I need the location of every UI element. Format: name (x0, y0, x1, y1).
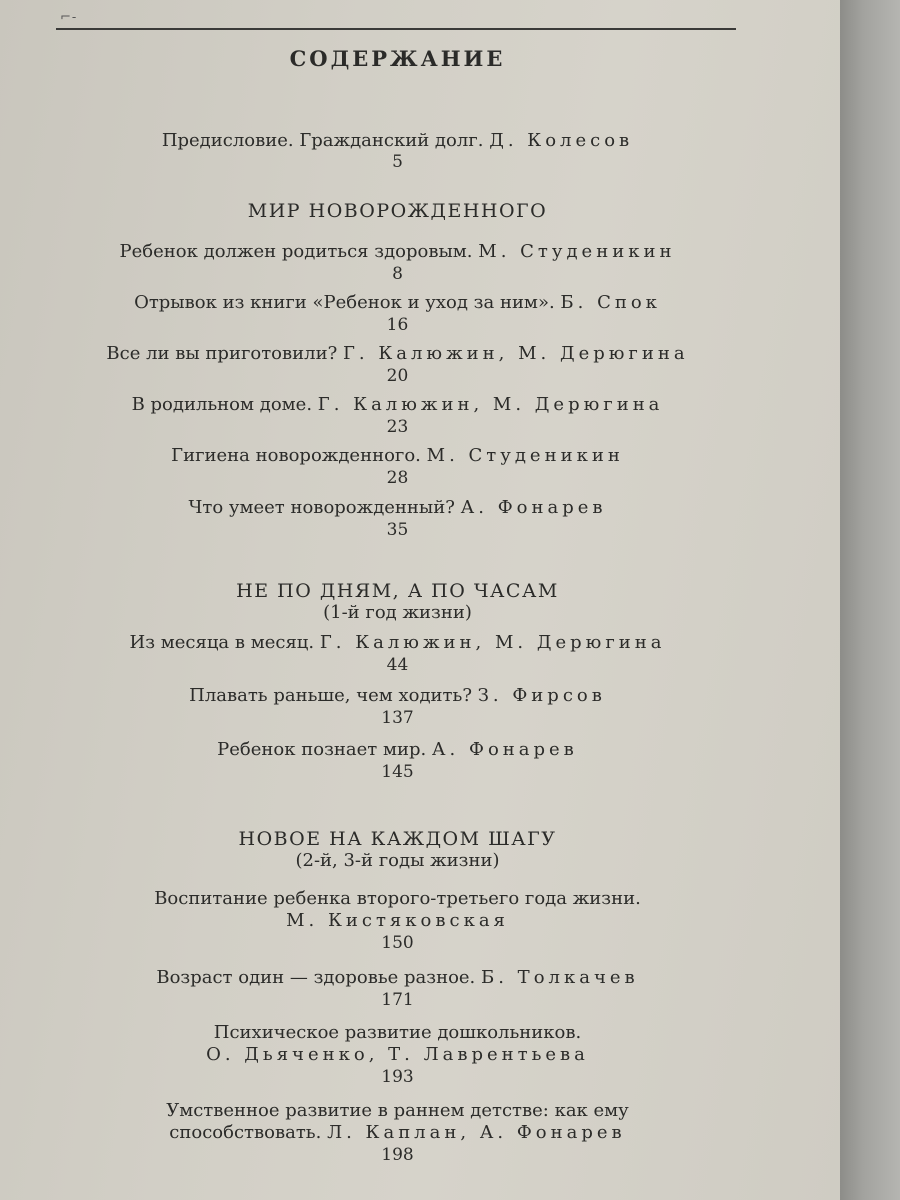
entry-page-number: 171 (381, 990, 414, 1010)
toc-entry (0, 967, 795, 989)
section-subheading: (1-й год жизни) (323, 602, 472, 623)
toc-title: СОДЕРЖАНИЕ (289, 46, 506, 71)
entry-title: Психическое развитие дошкольников. (213, 1022, 582, 1043)
toc-entry (0, 394, 795, 416)
section-heading: НОВОЕ НА КАЖДОМ ШАГУ (238, 828, 557, 850)
entry-author: М. Студеникин (426, 445, 624, 466)
entry-page-number: 145 (381, 762, 414, 782)
entry-title: Воспитание ребенка второго-третьего года жизни. (154, 888, 641, 909)
toc-entry-preface (0, 130, 795, 152)
entry-author: Б. Толкачев (481, 967, 639, 988)
entry-title: Ребенок должен родиться здоровым. (119, 241, 473, 262)
entry-author: Д. Колесов (489, 130, 634, 151)
entry-page-number: 198 (381, 1145, 414, 1165)
toc-entry (0, 445, 795, 467)
entry-page-number: 20 (386, 366, 409, 386)
entry-page-number: 28 (386, 468, 409, 488)
entry-title: Все ли вы приготовили? (106, 343, 338, 364)
entry-title: Из месяца в месяц. (129, 632, 315, 653)
entry-author: А. Фонарев (460, 497, 607, 518)
entry-page-number: 23 (386, 417, 409, 437)
entry-page-number: 193 (381, 1067, 414, 1087)
entry-page-number: 16 (386, 315, 409, 335)
entry-page-number: 44 (386, 655, 409, 675)
entry-author: А. Фонарев (431, 739, 578, 760)
entry-title: Возраст один — здоровье разное. (156, 967, 476, 988)
entry-page-number: 35 (386, 520, 409, 540)
toc-entry (0, 292, 795, 314)
toc-entry (0, 1100, 795, 1122)
entry-page-number: 8 (392, 264, 403, 284)
entry-title: Гигиена новорожденного. (171, 445, 421, 466)
toc-entry (0, 1022, 795, 1044)
page-edge-shadow (840, 0, 900, 1200)
corner-mark: ⌐- (60, 10, 78, 25)
entry-title: Отрывок из книги «Ребенок и уход за ним». (134, 292, 555, 313)
toc-entry (0, 343, 795, 365)
entry-title: В родильном доме. (131, 394, 313, 415)
entry-author: Г. Калюжин, М. Дерюгина (342, 343, 689, 364)
toc-entry (0, 632, 795, 654)
entry-title: Предисловие. Гражданский долг. (161, 130, 484, 151)
entry-title: Что умеет новорожденный? (188, 497, 455, 518)
entry-title: Ребенок познает мир. (217, 739, 427, 760)
entry-author: Г. Калюжин, М. Дерюгина (319, 632, 666, 653)
toc-entry (0, 241, 795, 263)
entry-title: Плавать раньше, чем ходить? (189, 685, 472, 706)
section-heading: НЕ ПО ДНЯМ, А ПО ЧАСАМ (236, 580, 559, 602)
section-subheading: (2-й, 3-й годы жизни) (295, 850, 500, 871)
entry-author: М. Студеникин (478, 241, 676, 262)
section-heading: МИР НОВОРОЖДЕННОГО (247, 200, 548, 222)
entry-page-number: 5 (392, 152, 403, 172)
entry-author: Г. Калюжин, М. Дерюгина (317, 394, 664, 415)
entry-page-number: 137 (381, 708, 414, 728)
entry-page-number: 150 (381, 933, 414, 953)
entry-title-continued: способствовать. (169, 1122, 322, 1143)
entry-author: Б. Спок (560, 292, 661, 313)
entry-author: М. Кистяковская (286, 910, 509, 931)
entry-author: З. Фирсов (477, 685, 606, 706)
entry-title: Умственное развитие в раннем детстве: как ему (166, 1100, 629, 1121)
entry-author: Л. Каплан, А. Фонарев (327, 1122, 626, 1143)
toc-entry (0, 739, 795, 761)
toc-entry-continued (0, 1122, 795, 1144)
entry-author: О. Дьяченко, Т. Лаврентьева (206, 1044, 589, 1065)
toc-entry (0, 888, 795, 910)
toc-entry (0, 685, 795, 707)
toc-entry (0, 497, 795, 519)
